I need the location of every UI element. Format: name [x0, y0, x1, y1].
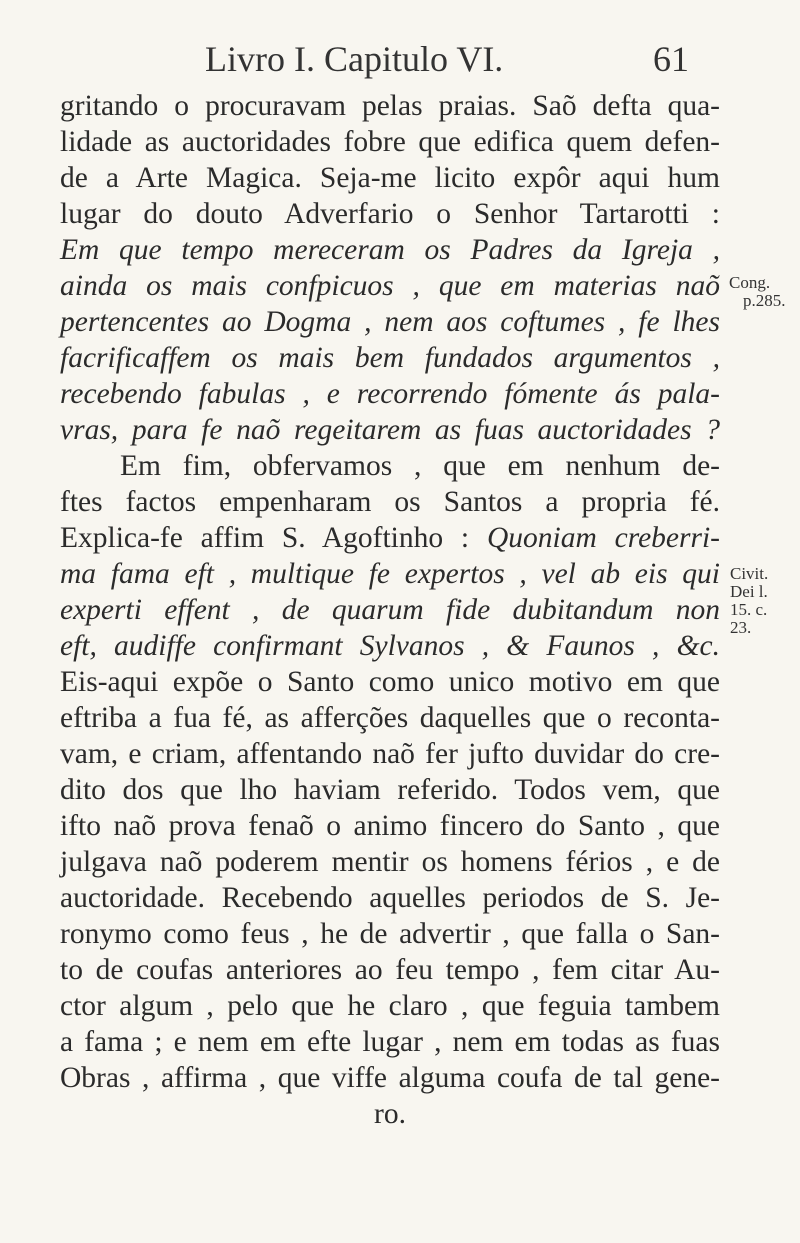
- text-line: julgava naõ poderem mentir os homens férios , e de: [60, 846, 720, 878]
- text-line: vras, para fe naõ regeitarem as fuas auctoridades ?: [60, 414, 720, 446]
- margin-note-line: 23.: [730, 618, 752, 637]
- text-line: ro.: [374, 1098, 406, 1130]
- margin-note-civit: [730, 565, 768, 637]
- text-line: ainda os mais confpicuos , que em materias naõ: [60, 270, 720, 302]
- running-title: Livro I. Capitulo VI.: [205, 39, 504, 79]
- text-line: gritando o procuravam pelas praias. Saõ defta qua-: [60, 90, 720, 122]
- margin-note-cong: [729, 274, 786, 310]
- text-line: Obras , affirma , que viffe alguma coufa de tal gene-: [60, 1062, 720, 1094]
- page-number: 61: [653, 39, 689, 79]
- text-line: vam, e criam, affentando naõ fer jufto duvidar do cre-: [60, 738, 720, 770]
- text-line: ftes factos empenharam os Santos a propria fé.: [60, 486, 720, 518]
- text-line: auctoridade. Recebendo aquelles periodos de S. Je-: [60, 882, 720, 914]
- text-run-roman: Explica-fe affim S. Agoftinho :: [60, 522, 487, 554]
- text-line: Em que tempo mereceram os Padres da Igreja ,: [60, 234, 720, 266]
- text-line: ctor algum , pelo que he claro , que feguia tambem: [60, 990, 720, 1022]
- text-line: lugar do douto Adverfario o Senhor Tartarotti :: [60, 198, 720, 230]
- text-run-italic: Quoniam creberri-: [486, 522, 720, 554]
- margin-note-line: Cong.: [729, 273, 771, 292]
- text-line: [60, 520, 720, 556]
- margin-note-line: 15. c.: [730, 600, 768, 619]
- body-text: [60, 88, 720, 1132]
- text-line: pertencentes ao Dogma , nem aos coftumes , fe lhes: [60, 306, 720, 338]
- text-line: lidade as auctoridades fobre que edifica quem defen-: [60, 126, 720, 158]
- text-line: eft, audiffe confirmant Sylvanos , & Faunos , &c.: [60, 630, 720, 662]
- text-line: facrificaffem os mais bem fundados argumentos ,: [60, 342, 720, 374]
- text-line: a fama ; e nem em efte lugar , nem em todas as fuas: [60, 1026, 720, 1058]
- text-line: to de coufas anteriores ao feu tempo , fem citar Au-: [60, 954, 720, 986]
- margin-note-line: p.285.: [743, 291, 786, 310]
- text-line: experti effent , de quarum fide dubitandum non: [60, 594, 720, 626]
- text-line: Em fim, obfervamos , que em nenhum de-: [120, 450, 720, 482]
- text-line: ronymo como feus , he de advertir , que falla o San-: [60, 918, 720, 950]
- text-line: ifto naõ prova fenaõ o animo fincero do Santo , que: [60, 810, 720, 842]
- text-line: ma fama eft , multique fe expertos , vel ab eis qui: [60, 558, 720, 590]
- text-line: Eis-aqui expõe o Santo como unico motivo em que: [60, 666, 720, 698]
- text-line: dito dos que lho haviam referido. Todos vem, que: [60, 774, 720, 806]
- text-line: eftriba a fua fé, as afferções daquelles que o reconta-: [60, 702, 720, 734]
- margin-note-line: Dei l.: [730, 582, 768, 601]
- text-line: recebendo fabulas , e recorrendo fómente ás pala-: [60, 378, 720, 410]
- text-line: de a Arte Magica. Seja-me licito expôr aqui hum: [60, 162, 720, 194]
- margin-note-line: Civit.: [730, 564, 769, 583]
- page-header: [0, 38, 800, 78]
